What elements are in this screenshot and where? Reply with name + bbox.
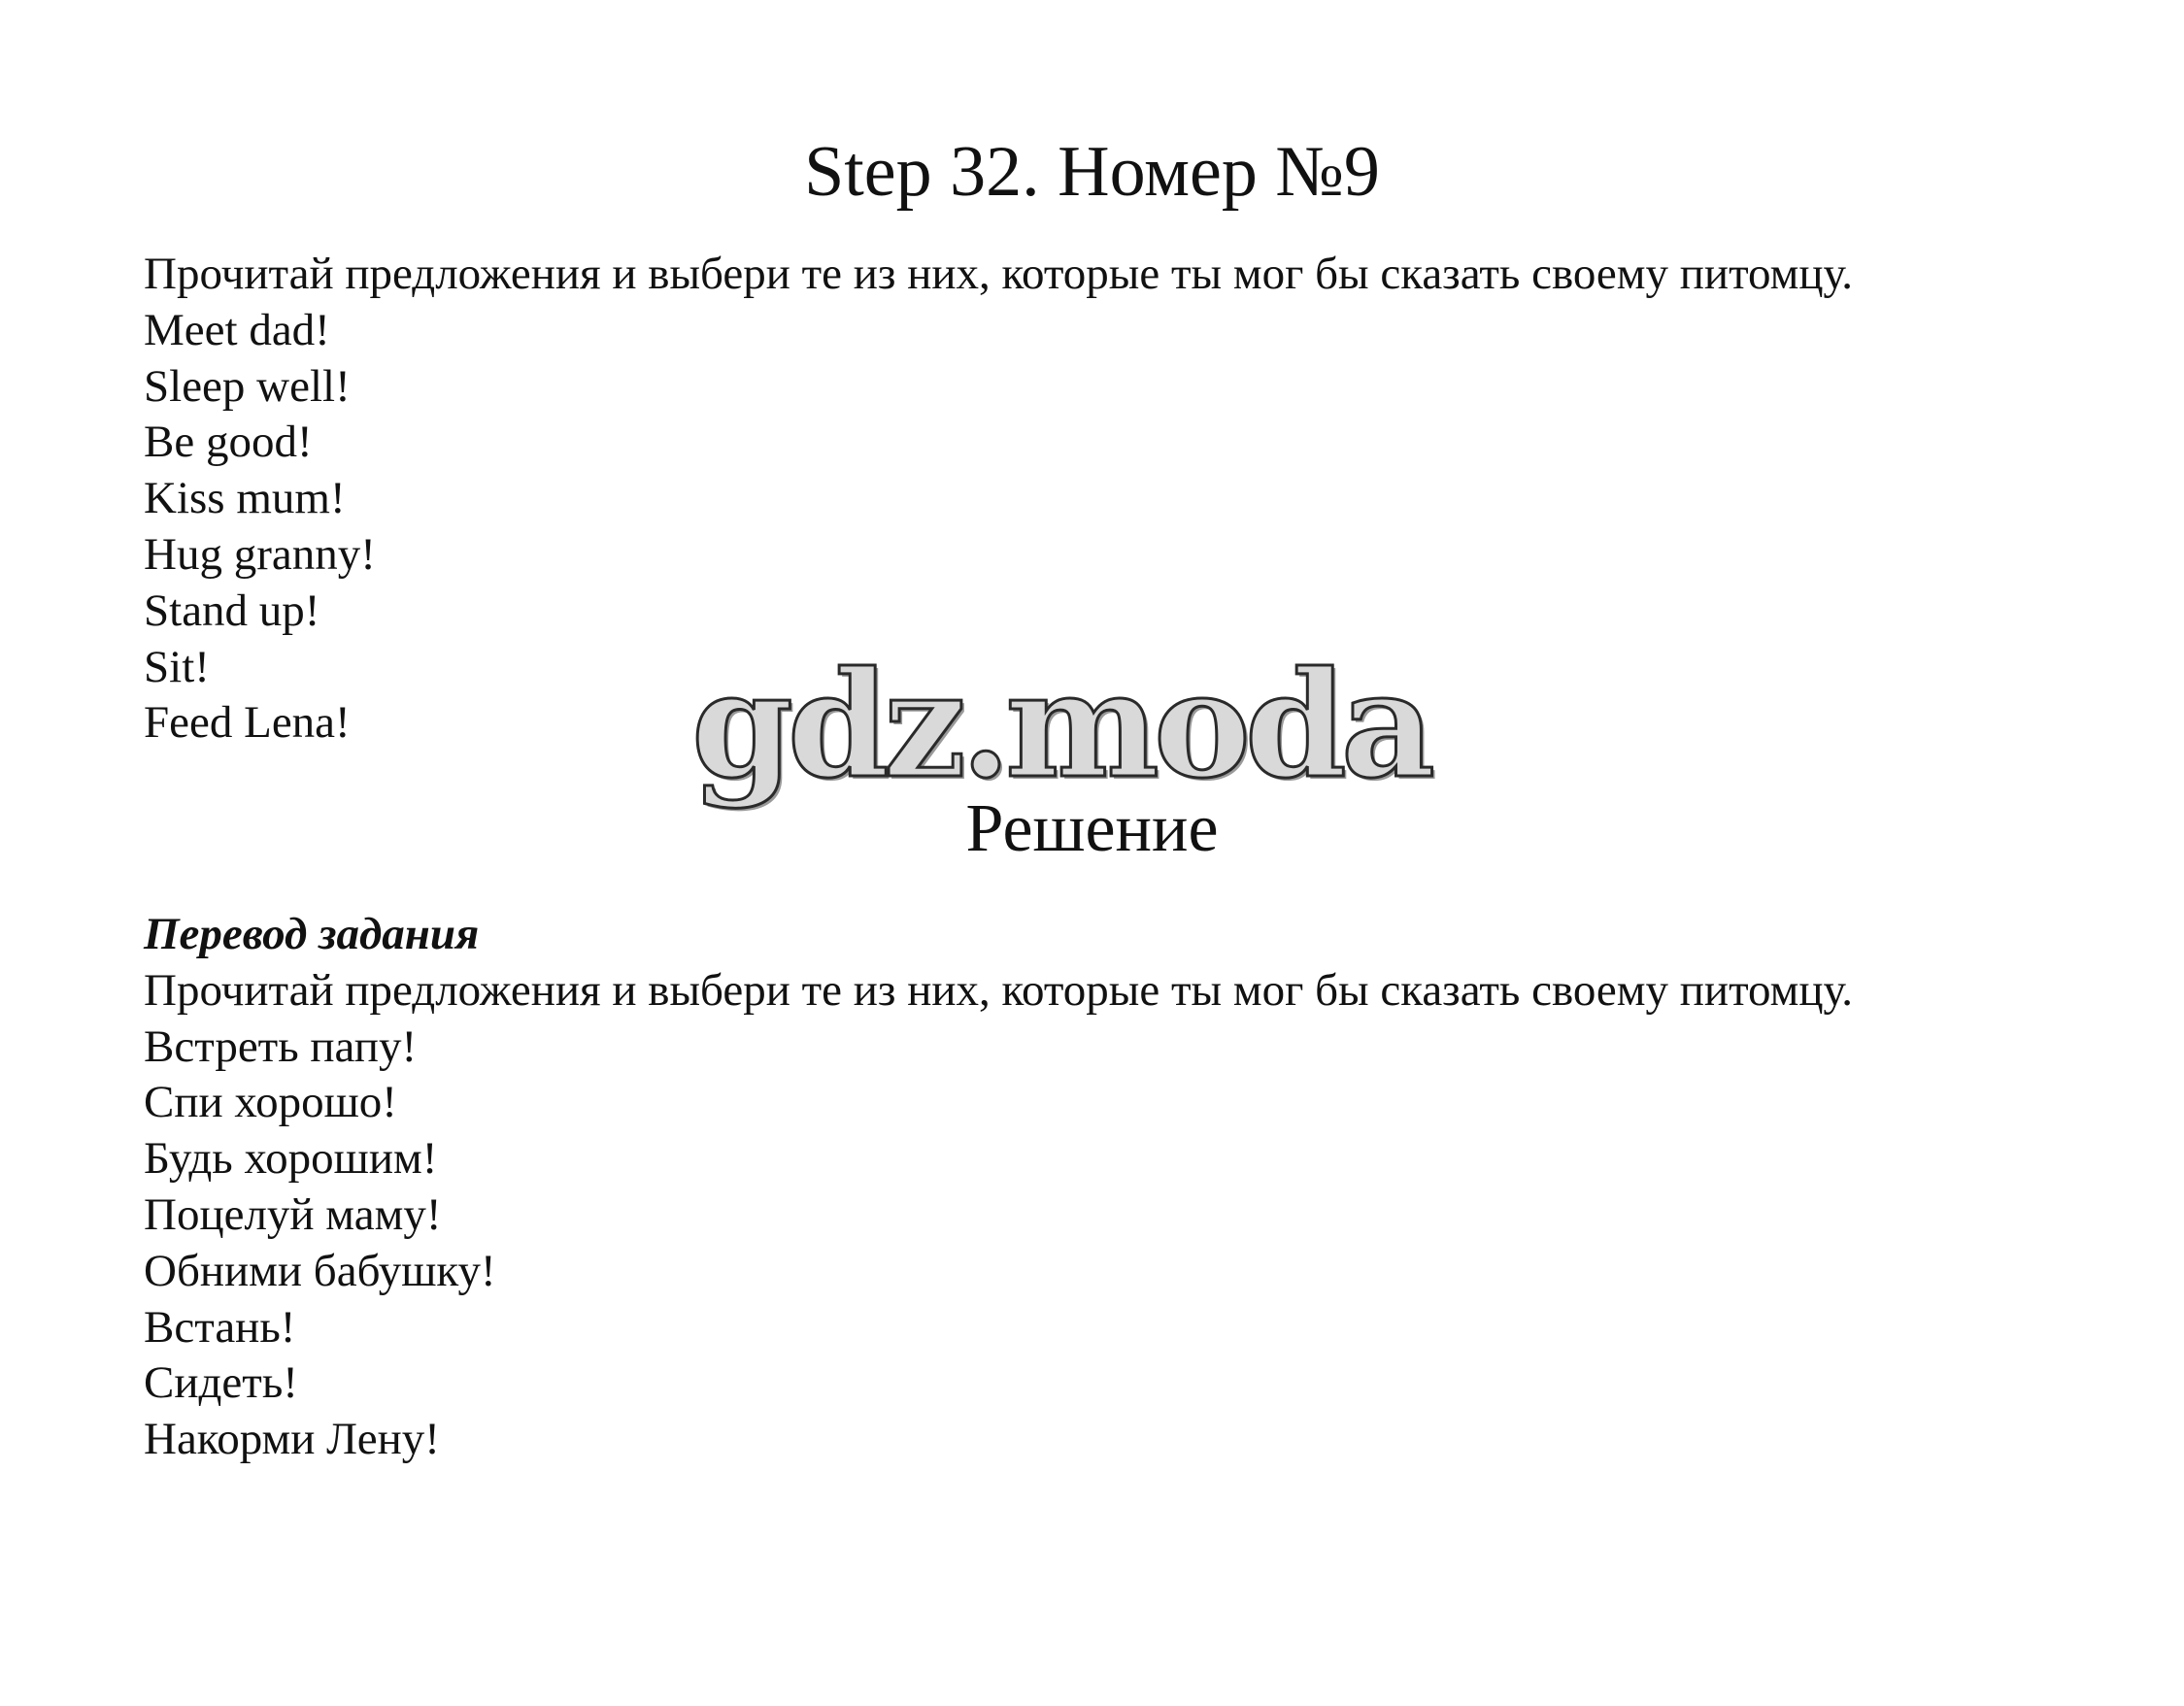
- solution-sentence: Будь хорошим!: [144, 1133, 438, 1185]
- task-sentence: Stand up!: [144, 585, 320, 636]
- watermark-logo: gdz.moda: [691, 640, 1430, 811]
- task-instruction: Прочитай предложения и выбери те из них, которые ты мог бы сказать своему питомцу.: [144, 249, 1854, 299]
- task-sentence: Feed Lena!: [144, 697, 351, 749]
- solution-sentence: Встреть папу!: [144, 1020, 418, 1072]
- solution-sentence: Обними бабушку!: [144, 1245, 496, 1296]
- task-sentence: Kiss mum!: [144, 473, 346, 524]
- task-sentence: Be good!: [144, 417, 313, 468]
- task-sentence: Sleep well!: [144, 360, 351, 412]
- solution-block: [144, 907, 1853, 1468]
- page-title: Step 32. Номер №9: [804, 132, 1380, 212]
- solution-sentence: Встань!: [144, 1301, 296, 1353]
- translation-heading: Перевод задания: [144, 909, 480, 959]
- task-sentence: Hug granny!: [144, 528, 376, 580]
- solution-title: Решение: [965, 791, 1219, 866]
- solution-sentence: Накорми Лену!: [144, 1414, 440, 1465]
- solution-sentence: Спи хорошо!: [144, 1077, 397, 1128]
- solution-sentence: Поцелуй маму!: [144, 1188, 442, 1240]
- task-sentence: Meet dad!: [144, 304, 330, 355]
- solution-sentence: Сидеть!: [144, 1357, 298, 1409]
- task-sentence: Sit!: [144, 641, 210, 692]
- solution-instruction: Прочитай предложения и выбери те из них, которые ты мог бы сказать своему питомцу.: [144, 964, 1854, 1016]
